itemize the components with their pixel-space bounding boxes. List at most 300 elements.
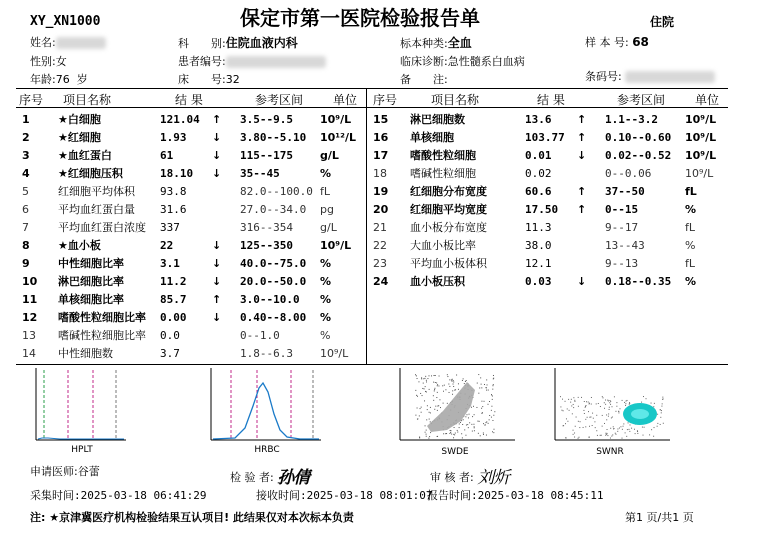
scatter-dot <box>566 418 567 419</box>
scatter-dot <box>459 427 460 428</box>
scatter-dot <box>489 419 490 420</box>
scatter-dot <box>661 410 662 411</box>
table-row <box>22 327 360 345</box>
scatter-dot <box>626 436 627 437</box>
scatter-dot <box>443 433 444 434</box>
scatter-dot <box>584 413 585 414</box>
scatter-dot <box>584 401 585 402</box>
abnormal-flag: ↑ <box>577 185 587 198</box>
scatter-dot <box>589 426 590 427</box>
item-name: 中性细胞数 <box>58 347 113 360</box>
row-number: 15 <box>373 113 389 126</box>
scatter-dot <box>571 399 572 400</box>
scatter-dot <box>591 404 592 405</box>
name-redacted <box>56 37 106 49</box>
scatter-dot <box>600 435 601 436</box>
scatter-dot <box>585 406 586 407</box>
scatter-dot <box>473 406 474 407</box>
table-row <box>373 165 725 183</box>
scatter-dot <box>460 422 461 423</box>
result-value: 13.6 <box>525 113 552 126</box>
result-value: 1.93 <box>160 131 187 144</box>
scatter-dot <box>611 436 612 437</box>
abnormal-flag: ↓ <box>212 257 222 270</box>
scatter-dot <box>591 397 592 398</box>
abnormal-flag: ↓ <box>212 239 222 252</box>
scatter-dot <box>428 375 429 376</box>
scatter-dot <box>629 431 630 432</box>
result-value: 3.1 <box>160 257 180 270</box>
scatter-dot <box>603 397 604 398</box>
scatter-dot <box>565 437 566 438</box>
unit: g/L <box>320 221 337 234</box>
age-value: 76 <box>55 73 70 86</box>
scatter-dot <box>575 426 576 427</box>
scatter-dot <box>467 424 468 425</box>
scatter-dot <box>590 416 591 417</box>
scatter-dot <box>427 378 428 379</box>
row-number: 14 <box>22 347 36 360</box>
table-top-rule <box>16 88 728 89</box>
scatter-dot <box>452 390 453 391</box>
scatter-dot <box>453 382 454 383</box>
scatter-dot <box>662 403 663 404</box>
scatter-dot <box>471 407 472 408</box>
tester-label: 检 验 者: <box>230 471 274 484</box>
result-value: 0.02 <box>525 167 552 180</box>
unit: pg <box>320 203 334 216</box>
scatter-dot <box>607 435 608 436</box>
scatter-dot <box>488 404 489 405</box>
scatter-dot <box>424 388 425 389</box>
item-name: 平均血小板体积 <box>410 257 487 270</box>
scatter-dot <box>415 415 416 416</box>
scatter-dot <box>604 423 605 424</box>
scatter-dot <box>481 408 482 409</box>
diag-label: 临床诊断: <box>400 55 448 68</box>
result-value: 0.00 <box>160 311 187 324</box>
scatter-dot <box>604 408 605 409</box>
unit: 10⁹/L <box>685 149 717 162</box>
sex-value: 女 <box>55 55 67 68</box>
table-row <box>22 309 360 327</box>
scatter-dot <box>482 412 483 413</box>
row-number: 21 <box>373 221 387 234</box>
abnormal-flag: ↓ <box>577 149 587 162</box>
scatter-dot <box>578 438 579 439</box>
scatter-dot <box>484 384 485 385</box>
abnormal-flag: ↓ <box>577 275 587 288</box>
col-seq-left: 序号 <box>19 93 44 107</box>
scatter-dot <box>423 383 424 384</box>
row-number: 13 <box>22 329 36 342</box>
col-range-right: 参考区间 <box>617 93 666 107</box>
scatter-dot <box>581 397 582 398</box>
scatter-dot <box>457 430 458 431</box>
row-number: 7 <box>22 221 29 234</box>
scatter-dot <box>459 423 460 424</box>
pid-field <box>178 53 326 69</box>
tester-signature: 孙倩 <box>277 468 310 488</box>
scatter-dot <box>611 406 612 407</box>
scatter-dot <box>426 419 427 420</box>
scatter-dot <box>583 410 584 411</box>
scatter-dot <box>453 384 454 385</box>
scatter-dot <box>493 432 494 433</box>
hrbc-label: HRBC <box>254 445 280 455</box>
scatter-dot <box>439 375 440 376</box>
dept-value: 住院血液内科 <box>225 36 298 50</box>
report-code: XY_XN1000 <box>30 14 101 29</box>
scatter-dot <box>417 396 418 397</box>
table-row <box>373 183 725 201</box>
table-row <box>22 273 360 291</box>
scatter-dot <box>483 432 484 433</box>
scatter-dot <box>573 397 574 398</box>
scatter-dot <box>458 389 459 390</box>
unit: g/L <box>320 149 339 162</box>
scatter-dot <box>449 392 450 393</box>
scatter-dot <box>458 383 459 384</box>
scatter-dot <box>428 438 429 439</box>
result-value: 85.7 <box>160 293 187 306</box>
scatter-dot <box>421 407 422 408</box>
abnormal-flag: ↓ <box>212 131 222 144</box>
scatter-dot <box>586 401 587 402</box>
scatter-dot <box>452 379 453 380</box>
scatter-dot <box>612 417 613 418</box>
scatter-dot <box>426 380 427 381</box>
result-value: 18.10 <box>160 167 194 180</box>
scatter-dot <box>607 429 608 430</box>
scatter-dot <box>602 426 603 427</box>
table-row <box>22 129 360 147</box>
scatter-dot <box>478 393 479 394</box>
table-row <box>373 129 725 147</box>
reviewer-signature: 刘炘 <box>477 468 510 488</box>
scatter-dot <box>579 427 580 428</box>
col-item-right: 项目名称 <box>431 93 480 107</box>
item-name: ★白细胞 <box>58 113 101 126</box>
scatter-dot <box>492 431 493 432</box>
row-number: 6 <box>22 203 29 216</box>
scatter-dot <box>442 385 443 386</box>
scatter-dot <box>583 427 584 428</box>
scatter-dot <box>486 390 487 391</box>
scatter-dot <box>474 427 475 428</box>
scatter-dot <box>634 429 635 430</box>
result-value: 121.04 <box>160 113 200 126</box>
scatter-dot <box>425 391 426 392</box>
scatter-dot <box>610 438 611 439</box>
abnormal-flag: ↑ <box>577 203 587 216</box>
scatter-dot <box>606 414 607 415</box>
scatter-dot <box>573 404 574 405</box>
result-value: 12.1 <box>525 257 552 270</box>
scatter-dot <box>433 382 434 383</box>
scatter-dot <box>466 424 467 425</box>
unit: % <box>320 257 332 270</box>
unit: fL <box>685 257 696 270</box>
result-value: 61 <box>160 149 174 162</box>
result-value: 0.03 <box>525 275 552 288</box>
scatter-dot <box>481 413 482 414</box>
scatter-dot <box>420 408 421 409</box>
scatter-dot <box>605 400 606 401</box>
row-number: 23 <box>373 257 387 270</box>
note-field <box>400 71 448 87</box>
scatter-dot <box>424 378 425 379</box>
result-value: 11.2 <box>160 275 187 288</box>
scatter-dot <box>576 417 577 418</box>
table-row <box>22 201 360 219</box>
col-unit-right: 单位 <box>695 93 720 107</box>
scatter-dot <box>627 400 628 401</box>
row-number: 20 <box>373 203 389 216</box>
scatter-dot <box>600 406 601 407</box>
scatter-dot <box>627 429 628 430</box>
abnormal-flag <box>577 165 605 183</box>
unit: 10⁹/L <box>685 113 717 126</box>
tester-field <box>230 463 309 488</box>
diagnosis-field <box>400 53 525 69</box>
row-number: 8 <box>22 239 30 252</box>
swnr-label: SWNR <box>596 447 624 457</box>
scatter-dot <box>430 432 431 433</box>
scatter-dot <box>588 402 589 403</box>
bed-value: 32 <box>225 73 240 86</box>
scatter-dot <box>592 413 593 414</box>
unit: fL <box>320 185 331 198</box>
scatter-dot <box>443 391 444 392</box>
scatter-dot <box>562 399 563 400</box>
item-name: 单核细胞比率 <box>58 293 124 306</box>
scatter-dot <box>654 427 655 428</box>
scatter-dot <box>660 424 661 425</box>
scatter-dot <box>448 384 449 385</box>
scatter-dot <box>573 434 574 435</box>
reference-range: 3.80--5.10 <box>240 131 307 144</box>
scatter-dot <box>465 416 466 417</box>
scatter-dot <box>560 406 561 407</box>
item-name: 平均血红蛋白量 <box>58 203 135 216</box>
row-number: 5 <box>22 185 29 198</box>
abnormal-flag: ↓ <box>212 275 222 288</box>
scatter-dot <box>437 384 438 385</box>
scatter-dot <box>474 426 475 427</box>
scatter-dot <box>612 434 613 435</box>
result-value: 3.7 <box>160 347 180 360</box>
scatter-dot <box>619 428 620 429</box>
scatter-dot <box>424 400 425 401</box>
scatter-dot <box>452 394 453 395</box>
abnormal-flag: ↑ <box>577 131 587 144</box>
scatter-dot <box>466 380 467 381</box>
bed-field <box>178 71 240 87</box>
reference-range: 125--350 <box>240 239 293 252</box>
scatter-dot <box>643 435 644 436</box>
scatter-dot <box>605 433 606 434</box>
reviewer-label: 审 核 者: <box>430 471 474 484</box>
scatter-dot <box>485 422 486 423</box>
scatter-dot <box>449 379 450 380</box>
scatter-dot <box>617 428 618 429</box>
scatter-dot <box>449 386 450 387</box>
barcode-label: 条码号: <box>585 70 622 83</box>
reference-range: 37--50 <box>605 185 645 198</box>
scatter-dot <box>610 401 611 402</box>
scatter-dot <box>605 435 606 436</box>
scatter-dot <box>608 413 609 414</box>
scatter-dot <box>623 426 624 427</box>
scatter-dot <box>474 430 475 431</box>
hrbc-histogram <box>205 368 325 456</box>
scatter-dot <box>436 382 437 383</box>
scatter-dot <box>629 404 630 405</box>
scatter-dot <box>493 415 494 416</box>
scatter-dot <box>661 406 662 407</box>
row-number: 10 <box>22 275 38 288</box>
hplt-histogram <box>30 368 130 456</box>
scatter-dot <box>484 401 485 402</box>
scatter-dot <box>615 411 616 412</box>
item-name: 血小板分布宽度 <box>410 221 487 234</box>
unit: 10⁹/L <box>320 347 349 360</box>
scatter-dot <box>635 433 636 434</box>
scatter-dot <box>662 397 663 398</box>
scatter-dot <box>483 434 484 435</box>
scatter-dot <box>425 425 426 426</box>
scatter-dot <box>462 380 463 381</box>
scatter-dot <box>574 432 575 433</box>
scatter-dot <box>589 437 590 438</box>
scatter-dot <box>660 417 661 418</box>
scatter-dot <box>653 436 654 437</box>
abnormal-flag <box>577 255 605 273</box>
item-name: 嗜碱性粒细胞比率 <box>58 329 146 342</box>
scatter-dot <box>430 421 431 422</box>
bed-label: 床 号: <box>178 73 226 86</box>
scatter-dot <box>436 397 437 398</box>
scatter-dot <box>662 399 663 400</box>
scatter-dot <box>580 421 581 422</box>
scatter-dot <box>418 381 419 382</box>
table-row <box>22 111 360 129</box>
scatter-dot <box>440 407 441 408</box>
scatter-dot <box>422 388 423 389</box>
scatter-dot <box>416 375 417 376</box>
patient-type: 住院 <box>650 15 675 29</box>
table-row <box>373 219 725 237</box>
scatter-dot <box>493 429 494 430</box>
scatter-dot <box>478 374 479 375</box>
scatter-dot <box>429 419 430 420</box>
table-row <box>373 111 725 129</box>
row-number: 2 <box>22 131 30 144</box>
scatter-dot <box>415 374 416 375</box>
scatter-dot <box>485 424 486 425</box>
col-item-left: 项目名称 <box>63 93 112 107</box>
reference-range: 82.0--100.0 <box>240 185 313 198</box>
scatter-dot <box>610 428 611 429</box>
result-value: 60.6 <box>525 185 552 198</box>
dept-field <box>178 34 298 51</box>
scatter-dot <box>434 390 435 391</box>
name-label: 姓名: <box>30 36 56 49</box>
unit: 10⁹/L <box>320 239 352 252</box>
scatter-dot <box>628 422 629 423</box>
scatter-dot <box>489 401 490 402</box>
reference-range: 9--17 <box>605 221 639 234</box>
scatter-dot <box>585 405 586 406</box>
scatter-dot <box>429 389 430 390</box>
scatter-dot <box>488 390 489 391</box>
unit: % <box>320 311 332 324</box>
scatter-dot <box>476 407 477 408</box>
scatter-dot <box>654 403 655 404</box>
table-row <box>373 147 725 165</box>
scatter-dot <box>443 403 444 404</box>
scatter-dot <box>427 409 428 410</box>
scatter-dot <box>578 421 579 422</box>
scatter-dot <box>629 402 630 403</box>
scatter-dot <box>492 395 493 396</box>
reference-range: 0--0.06 <box>605 167 652 180</box>
scatter-dot <box>478 433 479 434</box>
row-number: 22 <box>373 239 387 252</box>
pid-label: 患者编号: <box>178 55 226 68</box>
scatter-dot <box>430 407 431 408</box>
scatter-dot <box>491 394 492 395</box>
scatter-dot <box>435 375 436 376</box>
scatter-dot <box>572 413 573 414</box>
abnormal-flag <box>212 219 240 237</box>
scatter-dot <box>417 378 418 379</box>
row-number: 9 <box>22 257 30 270</box>
scatter-dot <box>453 380 454 381</box>
doctor-label: 申请医师: <box>30 465 78 478</box>
scatter-dot <box>429 412 430 413</box>
scatter-dot <box>622 438 623 439</box>
item-name: ★红细胞压积 <box>58 167 123 180</box>
result-value: 0.01 <box>525 149 552 162</box>
abnormal-flag <box>212 183 240 201</box>
result-value: 17.50 <box>525 203 559 216</box>
scatter-dot <box>657 426 658 427</box>
scatter-dot <box>573 430 574 431</box>
row-number: 17 <box>373 149 389 162</box>
abnormal-flag: ↑ <box>577 113 587 126</box>
scatter-dot <box>489 415 490 416</box>
scatter-dot <box>617 431 618 432</box>
diag-value: 急性髓系白血病 <box>447 55 525 68</box>
scatter-dot <box>613 426 614 427</box>
table-row <box>22 183 360 201</box>
row-number: 12 <box>22 311 38 324</box>
scatter-dot <box>434 388 435 389</box>
scatter-dot <box>616 406 617 407</box>
scatter-dot <box>622 429 623 430</box>
doctor-field <box>30 463 100 479</box>
item-name: 嗜酸性粒细胞 <box>410 149 476 162</box>
scatter-dot <box>614 396 615 397</box>
scatter-dot <box>464 383 465 384</box>
scatter-dot <box>477 421 478 422</box>
scatter-dot <box>631 428 632 429</box>
result-value: 103.77 <box>525 131 565 144</box>
result-value: 31.6 <box>160 203 187 216</box>
scatter-dot <box>421 378 422 379</box>
